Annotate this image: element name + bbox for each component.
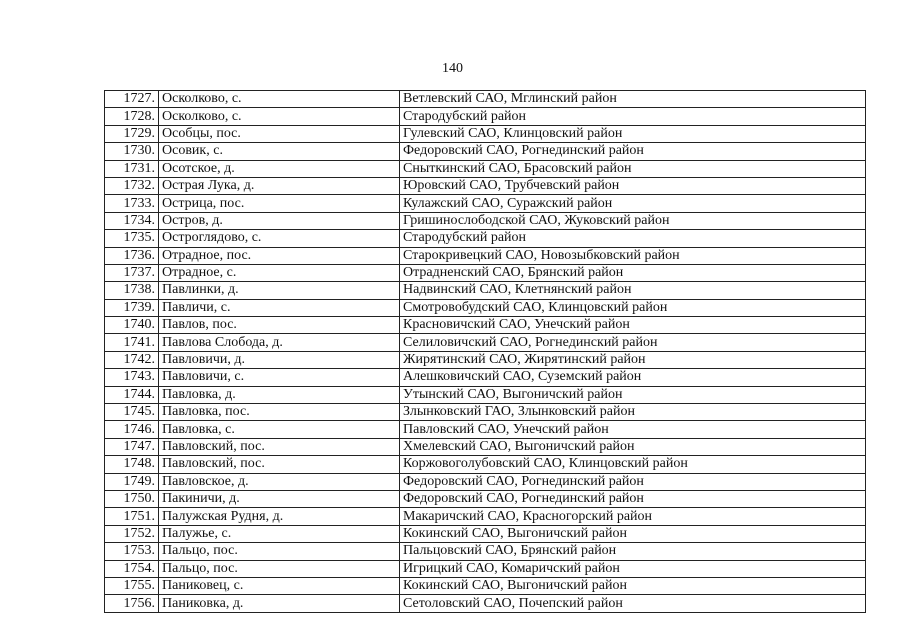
administrative-unit-cell: Сныткинский САО, Брасовский район: [400, 160, 866, 177]
table-row: [105, 108, 866, 125]
table-body: [105, 91, 866, 613]
settlements-table: [104, 90, 866, 613]
table-row: [105, 230, 866, 247]
row-number-cell: 1753.: [105, 543, 159, 560]
settlement-name-cell: Пальцо, пос.: [159, 543, 400, 560]
table-row: [105, 212, 866, 229]
table-row: [105, 195, 866, 212]
administrative-unit-cell: Отрадненский САО, Брянский район: [400, 264, 866, 281]
settlement-name-cell: Павловский, пос.: [159, 456, 400, 473]
table-row: [105, 386, 866, 403]
settlement-name-cell: Павлинки, д.: [159, 282, 400, 299]
row-number-cell: 1747.: [105, 438, 159, 455]
table-row: [105, 438, 866, 455]
settlement-name-cell: Паниковка, д.: [159, 595, 400, 612]
settlement-name-cell: Палужская Рудня, д.: [159, 508, 400, 525]
row-number-cell: 1743.: [105, 369, 159, 386]
table-row: [105, 369, 866, 386]
table-row: [105, 247, 866, 264]
row-number-cell: 1745.: [105, 404, 159, 421]
settlement-name-cell: Пальцо, пос.: [159, 560, 400, 577]
table-row: [105, 543, 866, 560]
row-number-cell: 1737.: [105, 264, 159, 281]
settlement-name-cell: Острица, пос.: [159, 195, 400, 212]
settlement-name-cell: Остроглядово, с.: [159, 230, 400, 247]
table-row: [105, 351, 866, 368]
row-number-cell: 1735.: [105, 230, 159, 247]
settlement-name-cell: Павловка, с.: [159, 421, 400, 438]
administrative-unit-cell: Алешковичский САО, Суземский район: [400, 369, 866, 386]
settlement-name-cell: Павличи, с.: [159, 299, 400, 316]
administrative-unit-cell: Кулажский САО, Суражский район: [400, 195, 866, 212]
settlement-name-cell: Павловка, пос.: [159, 404, 400, 421]
administrative-unit-cell: Стародубский район: [400, 108, 866, 125]
administrative-unit-cell: Игрицкий САО, Комаричский район: [400, 560, 866, 577]
administrative-unit-cell: Пальцовский САО, Брянский район: [400, 543, 866, 560]
settlement-name-cell: Павлова Слобода, д.: [159, 334, 400, 351]
administrative-unit-cell: Федоровский САО, Рогнединский район: [400, 473, 866, 490]
settlement-name-cell: Павлов, пос.: [159, 317, 400, 334]
settlement-name-cell: Павловское, д.: [159, 473, 400, 490]
administrative-unit-cell: Макаричский САО, Красногорский район: [400, 508, 866, 525]
table-row: [105, 264, 866, 281]
table-row: [105, 299, 866, 316]
table-row: [105, 560, 866, 577]
row-number-cell: 1746.: [105, 421, 159, 438]
table-row: [105, 508, 866, 525]
administrative-unit-cell: Федоровский САО, Рогнединский район: [400, 143, 866, 160]
administrative-unit-cell: Красновичский САО, Унечский район: [400, 317, 866, 334]
row-number-cell: 1740.: [105, 317, 159, 334]
administrative-unit-cell: Гулевский САО, Клинцовский район: [400, 125, 866, 142]
administrative-unit-cell: Федоровский САО, Рогнединский район: [400, 490, 866, 507]
table-row: [105, 334, 866, 351]
row-number-cell: 1752.: [105, 525, 159, 542]
administrative-unit-cell: Хмелевский САО, Выгоничский район: [400, 438, 866, 455]
table-row: [105, 595, 866, 612]
settlement-name-cell: Осколково, с.: [159, 91, 400, 108]
row-number-cell: 1750.: [105, 490, 159, 507]
row-number-cell: 1755.: [105, 577, 159, 594]
administrative-unit-cell: Ветлевский САО, Мглинский район: [400, 91, 866, 108]
table-row: [105, 177, 866, 194]
table-row: [105, 125, 866, 142]
row-number-cell: 1751.: [105, 508, 159, 525]
row-number-cell: 1736.: [105, 247, 159, 264]
row-number-cell: 1748.: [105, 456, 159, 473]
settlement-name-cell: Осколково, с.: [159, 108, 400, 125]
table-row: [105, 490, 866, 507]
row-number-cell: 1742.: [105, 351, 159, 368]
administrative-unit-cell: Надвинский САО, Клетнянский район: [400, 282, 866, 299]
administrative-unit-cell: Утынский САО, Выгоничский район: [400, 386, 866, 403]
administrative-unit-cell: Злынковский ГАО, Злынковский район: [400, 404, 866, 421]
administrative-unit-cell: Старокривецкий САО, Новозыбковский район: [400, 247, 866, 264]
row-number-cell: 1756.: [105, 595, 159, 612]
table-row: [105, 577, 866, 594]
row-number-cell: 1744.: [105, 386, 159, 403]
table-row: [105, 456, 866, 473]
table-row: [105, 317, 866, 334]
settlement-name-cell: Острая Лука, д.: [159, 177, 400, 194]
settlement-name-cell: Осотское, д.: [159, 160, 400, 177]
administrative-unit-cell: Юровский САО, Трубчевский район: [400, 177, 866, 194]
table-row: [105, 91, 866, 108]
settlement-name-cell: Осовик, с.: [159, 143, 400, 160]
settlement-name-cell: Палужье, с.: [159, 525, 400, 542]
administrative-unit-cell: Стародубский район: [400, 230, 866, 247]
settlement-name-cell: Особцы, пос.: [159, 125, 400, 142]
row-number-cell: 1732.: [105, 177, 159, 194]
settlement-name-cell: Павловичи, д.: [159, 351, 400, 368]
row-number-cell: 1731.: [105, 160, 159, 177]
administrative-unit-cell: Павловский САО, Унечский район: [400, 421, 866, 438]
administrative-unit-cell: Кокинский САО, Выгоничский район: [400, 577, 866, 594]
administrative-unit-cell: Гришинослободской САО, Жуковский район: [400, 212, 866, 229]
table-row: [105, 525, 866, 542]
table-row: [105, 282, 866, 299]
administrative-unit-cell: Кокинский САО, Выгоничский район: [400, 525, 866, 542]
row-number-cell: 1754.: [105, 560, 159, 577]
row-number-cell: 1728.: [105, 108, 159, 125]
row-number-cell: 1749.: [105, 473, 159, 490]
table-row: [105, 404, 866, 421]
row-number-cell: 1730.: [105, 143, 159, 160]
settlement-name-cell: Отрадное, пос.: [159, 247, 400, 264]
row-number-cell: 1739.: [105, 299, 159, 316]
settlement-name-cell: Павловский, пос.: [159, 438, 400, 455]
settlement-name-cell: Паниковец, с.: [159, 577, 400, 594]
administrative-unit-cell: Сетоловский САО, Почепский район: [400, 595, 866, 612]
row-number-cell: 1738.: [105, 282, 159, 299]
table-row: [105, 473, 866, 490]
row-number-cell: 1741.: [105, 334, 159, 351]
settlement-name-cell: Остров, д.: [159, 212, 400, 229]
administrative-unit-cell: Селиловичский САО, Рогнединский район: [400, 334, 866, 351]
row-number-cell: 1729.: [105, 125, 159, 142]
settlement-name-cell: Павловичи, с.: [159, 369, 400, 386]
administrative-unit-cell: Смотровобудский САО, Клинцовский район: [400, 299, 866, 316]
settlement-name-cell: Отрадное, с.: [159, 264, 400, 281]
table-row: [105, 421, 866, 438]
table-row: [105, 160, 866, 177]
administrative-unit-cell: Коржовоголубовский САО, Клинцовский район: [400, 456, 866, 473]
row-number-cell: 1727.: [105, 91, 159, 108]
row-number-cell: 1733.: [105, 195, 159, 212]
page-number: 140: [442, 61, 463, 76]
table-row: [105, 143, 866, 160]
administrative-unit-cell: Жирятинский САО, Жирятинский район: [400, 351, 866, 368]
settlement-name-cell: Пакиничи, д.: [159, 490, 400, 507]
row-number-cell: 1734.: [105, 212, 159, 229]
settlement-name-cell: Павловка, д.: [159, 386, 400, 403]
